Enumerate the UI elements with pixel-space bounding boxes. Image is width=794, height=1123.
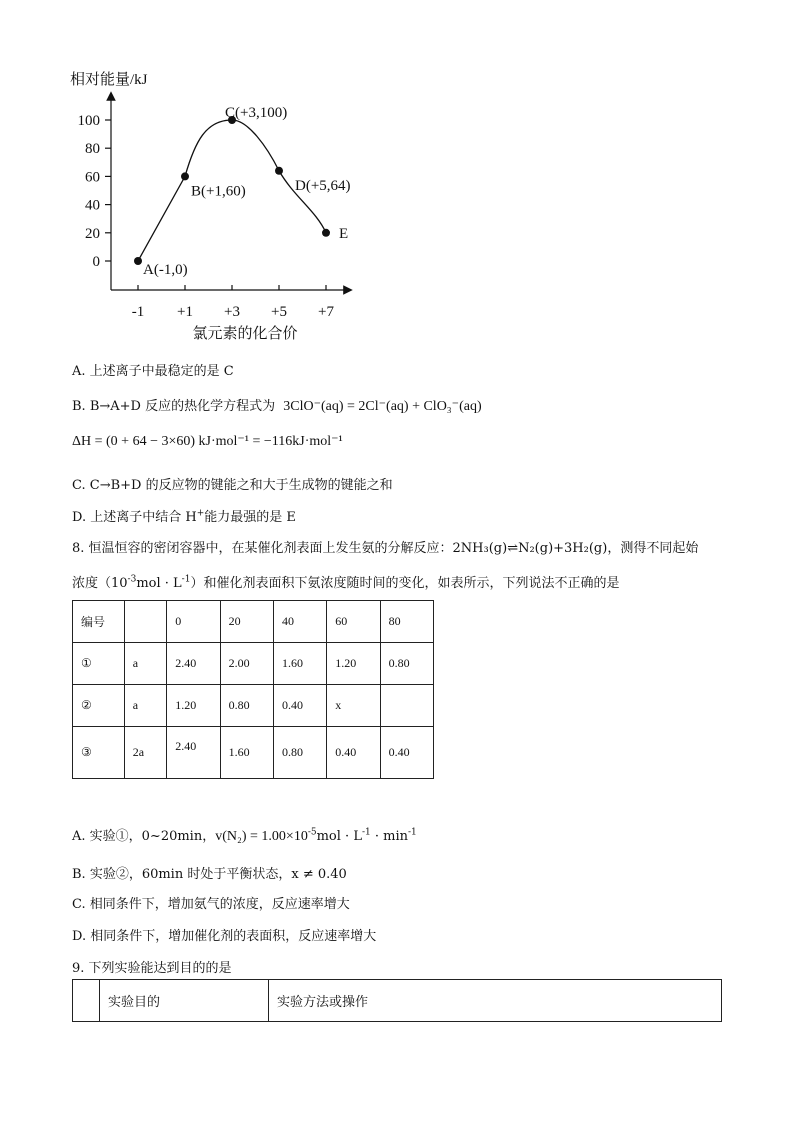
q7-option-d-text: D. 上述离子中结合 H (72, 510, 197, 525)
q9-header-cell (73, 980, 100, 1022)
data-point (134, 257, 142, 265)
table-cell: a (124, 643, 167, 685)
q8-option-a-formula: v(N₂) = 1.00×10 (215, 829, 308, 844)
table-cell (380, 685, 433, 727)
q8-option-c: C. 相同条件下，增加氨气的浓度，反应速率增大 (72, 897, 350, 912)
data-point (181, 172, 189, 180)
q7-option-b-enthalpy: ΔH = (0 + 64 − 3×60) kJ·mol⁻¹ = −116kJ·mol⁻¹ (72, 434, 343, 449)
q8-option-b: B. 实验②，60min 时处于平衡状态，x ≠ 0.40 (72, 867, 347, 882)
table-cell: 2.00 (220, 643, 273, 685)
table-cell: 0.40 (380, 727, 433, 779)
data-point-label: E (339, 225, 349, 242)
q8-stem-part: 浓度（10 (72, 576, 128, 591)
y-axis-label: 相对能量/kJ (70, 72, 148, 88)
table-cell: 1.60 (273, 643, 326, 685)
table-cell: ③ (73, 727, 125, 779)
table-cell: x (327, 685, 380, 727)
q7-option-d (72, 506, 296, 525)
data-point-label: D(+5,64) (295, 177, 351, 194)
q8-data-table (72, 600, 434, 779)
table-cell: 1.20 (167, 685, 220, 727)
table-cell: 编号 (73, 601, 125, 643)
q9-header-cell: 实验目的 (100, 980, 269, 1022)
q8-stem-part: mol · L (136, 576, 182, 591)
q8-stem-line2 (72, 572, 619, 591)
table-cell: 2.40 (167, 727, 220, 779)
y-tick-label: 40 (85, 197, 100, 214)
table-cell: 0.40 (327, 727, 380, 779)
data-point-label: C(+3,100) (225, 105, 288, 121)
y-tick-label: 100 (77, 113, 100, 129)
q7-option-a: A. 上述离子中最稳定的是 C (72, 364, 234, 379)
q9-header-cell: 实验方法或操作 (269, 980, 722, 1022)
x-tick-label: +7 (318, 304, 334, 320)
q8-option-a-unit: mol · L (316, 829, 362, 844)
table-cell: 80 (380, 601, 433, 643)
table-row (73, 727, 434, 779)
q7-option-d-text-end: 能力最强的是 E (204, 510, 296, 525)
x-tick-label: +1 (177, 304, 193, 320)
table-cell (124, 601, 167, 643)
table-cell: 0 (167, 601, 220, 643)
table-cell: ① (73, 643, 125, 685)
q9-table-header-row (73, 980, 722, 1022)
y-tick-label: 80 (85, 141, 100, 158)
table-cell: 20 (220, 601, 273, 643)
q8-stem-line1: 8. 恒温恒容的密闭容器中，在某催化剂表面上发生氨的分解反应：2NH₃(g)⇌N₂(g)+3H₂(g)，测得不同起始 (72, 541, 699, 556)
table-cell: 40 (273, 601, 326, 643)
x-tick-label: +5 (271, 304, 287, 320)
q8-option-a-text: A. 实验①，0~20min， (72, 829, 216, 844)
table-cell: 1.20 (327, 643, 380, 685)
table-cell: 1.60 (220, 727, 273, 779)
energy-chart (60, 60, 370, 350)
data-point-label: B(+1,60) (191, 183, 246, 200)
q9-stem: 9. 下列实验能达到目的的是 (72, 961, 232, 976)
q8-option-a-sup: -1 (361, 827, 371, 838)
x-tick-label: +3 (224, 304, 240, 320)
x-tick-label: -1 (131, 304, 145, 320)
q7-option-b-prefix: B. B→A+D 反应的热化学方程式为 (72, 399, 276, 414)
q7-option-c: C. C→B+D 的反应物的键能之和大于生成物的键能之和 (72, 478, 393, 493)
q8-stem-sup: -3 (127, 574, 137, 585)
y-tick-label: 60 (85, 169, 100, 186)
data-point-label: A(-1,0) (143, 262, 188, 278)
table-cell: 0.80 (380, 643, 433, 685)
q7-option-d-sup: + (196, 508, 205, 519)
table-row (73, 643, 434, 685)
table-cell: 0.80 (273, 727, 326, 779)
x-axis-label: 氯元素的化合价 (192, 326, 298, 342)
table-cell: 2a (124, 727, 167, 779)
table-header-row (73, 601, 434, 643)
q8-stem-part: ）和催化剂表面积下氨浓度随时间的变化，如表所示，下列说法不正确的是 (190, 576, 620, 591)
q8-option-a-sup: -5 (307, 827, 317, 838)
q7-option-b-equation: 3ClO⁻(aq) = 2Cl⁻(aq) + ClO₃⁻(aq) (283, 399, 482, 414)
table-cell: 0.40 (273, 685, 326, 727)
table-row (73, 685, 434, 727)
table-cell: 2.40 (167, 643, 220, 685)
q8-option-a (72, 825, 417, 845)
data-point (322, 229, 330, 237)
q8-stem-sup: -1 (181, 574, 191, 585)
y-tick-label: 20 (85, 225, 100, 242)
q7-option-b (72, 395, 482, 415)
q8-option-a-sup: -1 (408, 827, 417, 838)
table-cell: 0.80 (220, 685, 273, 727)
q8-option-a-unit: · min (370, 829, 408, 844)
table-cell: a (124, 685, 167, 727)
q8-option-d: D. 相同条件下，增加催化剂的表面积，反应速率增大 (72, 929, 377, 944)
q9-table (72, 979, 722, 1022)
table-cell: ② (73, 685, 125, 727)
y-tick-label: 0 (92, 254, 100, 270)
table-cell: 60 (327, 601, 380, 643)
data-point (275, 167, 283, 175)
